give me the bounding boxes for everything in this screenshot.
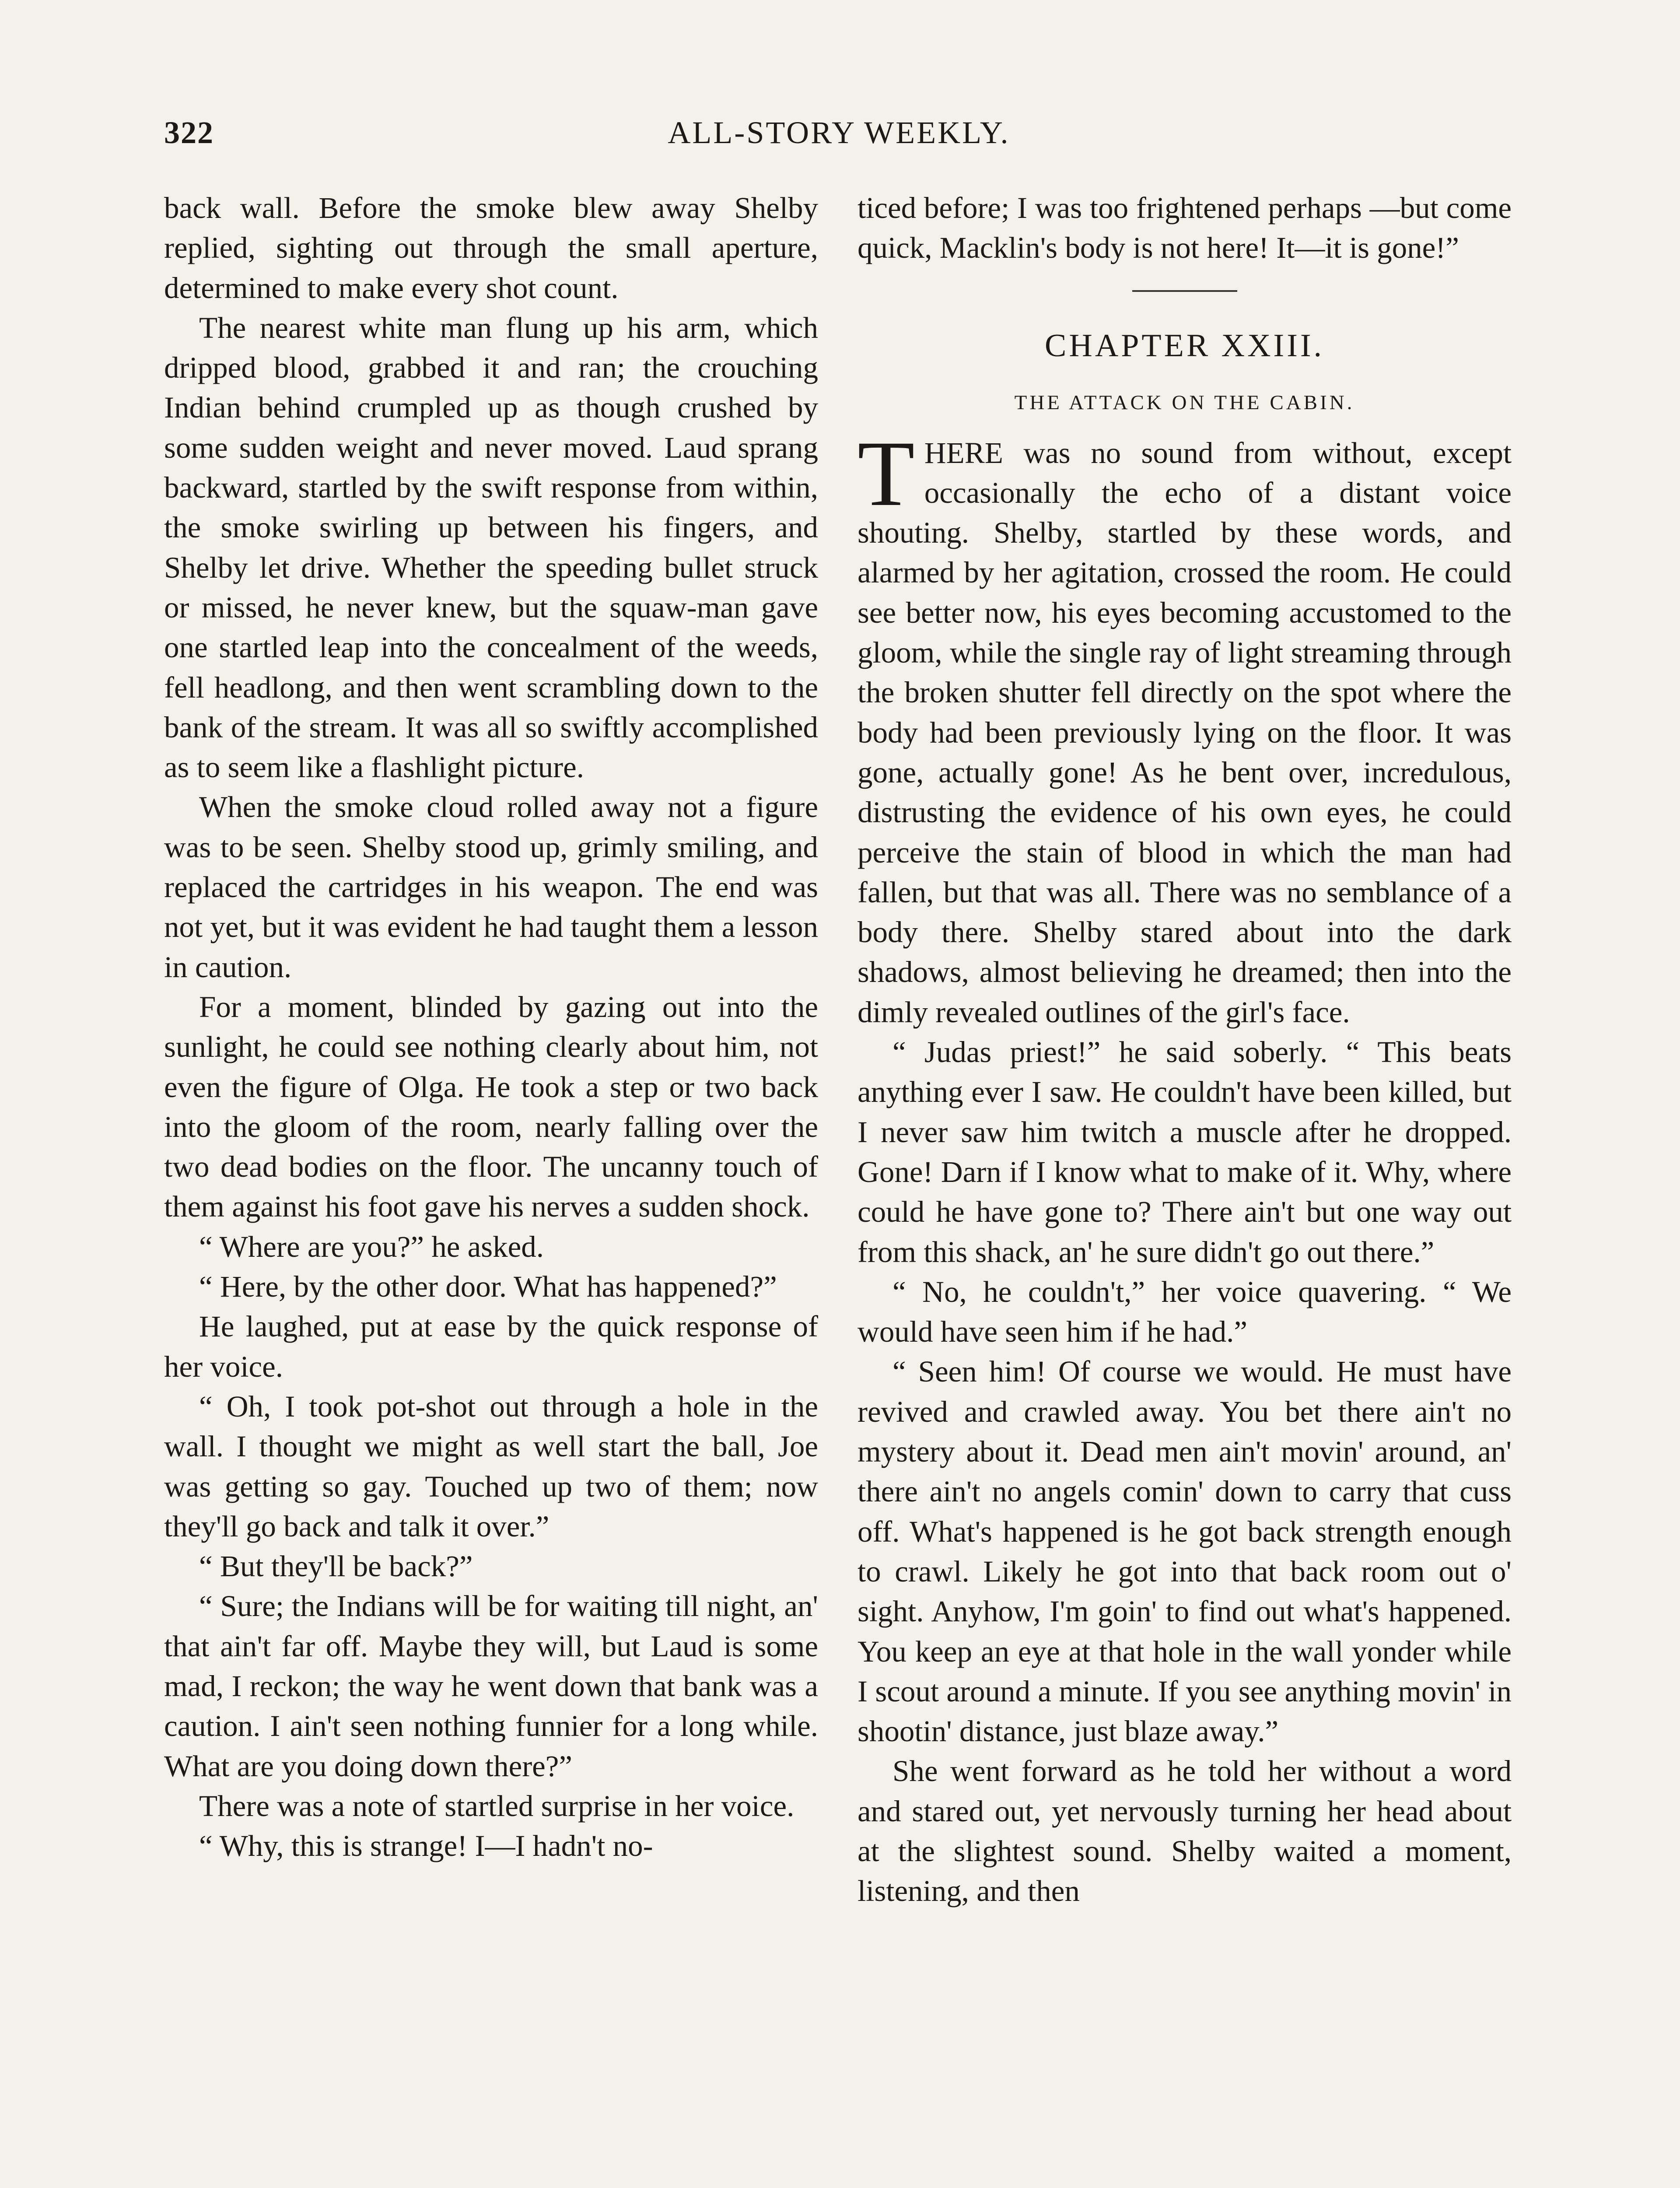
right-column xyxy=(858,188,1512,1911)
paragraph: back wall. Before the smoke blew away Shelby replied, sighting out through the small aperture, determined to make every shot count. xyxy=(164,191,818,305)
paragraph: The nearest white man flung up his arm, which dripped blood, grabbed it and ran; the crouching Indian behind crumpled up as though crushed by some sudden weight and never moved. Laud sprang backward, startled by the swift response from within, the smoke swirling up between his fingers, and Shelby let drive. Whether the speeding bullet struck or missed, he never knew, but the squaw-man gave one startled leap into the concealment of the weeds, fell headlong, and then went scrambling down to the bank of the stream. It was all so swiftly accomplished as to seem like a flashlight picture. xyxy=(164,311,818,784)
paragraph: “ Oh, I took pot-shot out through a hole in the wall. I thought we might as well start the ball, Joe was getting so gay. Touched up two of them; now they'll go back and talk it over.” xyxy=(164,1389,818,1543)
paragraph: “ Why, this is strange! I—I hadn't no- xyxy=(199,1829,653,1863)
paragraph-continuation: ticed before; I was too frightened perhaps —but come quick, Macklin's body is not here! It—it is gone!” xyxy=(858,191,1512,265)
paragraph: “ Sure; the Indians will be for waiting till night, an' that ain't far off. Maybe they will, but Laud is some mad, I reckon; the way he went down that bank was a caution. I ain't seen nothing funnier for a long while. What are you doing down there?” xyxy=(164,1589,818,1783)
paragraph: He laughed, put at ease by the quick response of her voice. xyxy=(164,1310,818,1383)
opening-text: HERE was no sound from without, except occasionally the echo of a distant voice shouting. Shelby, startled by these words, and alarmed by her agitation, crossed the room. He could see better now, his eyes becoming accustomed to the gloom, while the single ray of light streaming through the broken shutter fell directly on the spot where the body had been previously lying on the floor. It was gone, actually gone! As he bent over, incredulous, distrusting the evidence of his own eyes, he could perceive the stain of blood in which the man had fallen, but that was all. There was no semblance of a body there. Shelby stared about into the dark shadows, almost believing he dreamed; then into the dimly revealed outlines of the girl's face. xyxy=(858,436,1512,1029)
paragraph: She went forward as he told her without a word and stared out, yet nervously turning her head about at the slightest sound. Shelby waited a moment, listening, and then xyxy=(858,1754,1512,1908)
drop-cap: T xyxy=(858,421,915,526)
paragraph: For a moment, blinded by gazing out into the sunlight, he could see nothing clearly about him, not even the figure of Olga. He took a step or two back into the gloom of the room, nearly falling over the two dead bodies on the floor. The uncanny touch of them against his foot gave his nerves a sudden shock. xyxy=(164,990,818,1224)
paragraph: “ Where are you?” he asked. xyxy=(199,1230,544,1263)
section-rule xyxy=(1132,290,1237,292)
paragraph: “ Seen him! Of course we would. He must have revived and crawled away. You bet there ain't no mystery about it. Dead men ain't movin' around, an' there ain't no angels comin' down to carry that cuss off. What's happened is he got back strength enough to crawl. Likely he got into that back room out o' sight. Anyhow, I'm goin' to find out what's happened. You keep an eye at that hole in the wall yonder while I scout around a minute. If you see anything movin' in shootin' distance, just blaze away.” xyxy=(858,1355,1512,1748)
page-header xyxy=(164,115,1514,163)
left-column xyxy=(164,188,818,1866)
paragraph: “ Here, by the other door. What has happened?” xyxy=(199,1270,777,1304)
chapter-heading: CHAPTER XXIII. xyxy=(1045,327,1324,364)
paragraph: There was a note of startled surprise in her voice. xyxy=(199,1789,794,1823)
paragraph: When the smoke cloud rolled away not a figure was to be seen. Shelby stood up, grimly smiling, and replaced the cartridges in his weapon. The end was not yet, but it was evident he had taught them a lesson in caution. xyxy=(164,790,818,984)
chapter-subtitle: THE ATTACK ON THE CABIN. xyxy=(1014,391,1355,414)
page-number: 322 xyxy=(164,115,214,150)
running-title: ALL-STORY WEEKLY. xyxy=(668,115,1010,150)
chapter-opening-paragraph xyxy=(858,421,1512,1032)
paragraph: “ No, he couldn't,” her voice quavering. “ We would have seen him if he had.” xyxy=(858,1275,1512,1349)
paragraph: “ Judas priest!” he said soberly. “ This beats anything ever I saw. He couldn't have been killed, but I never saw him twitch a muscle after he dropped. Gone! Darn if I know what to make of it. Why, where could he have gone to? There ain't but one way out from this shack, an' he sure didn't go out there.” xyxy=(858,1035,1512,1269)
paragraph: “ But they'll be back?” xyxy=(199,1550,473,1583)
